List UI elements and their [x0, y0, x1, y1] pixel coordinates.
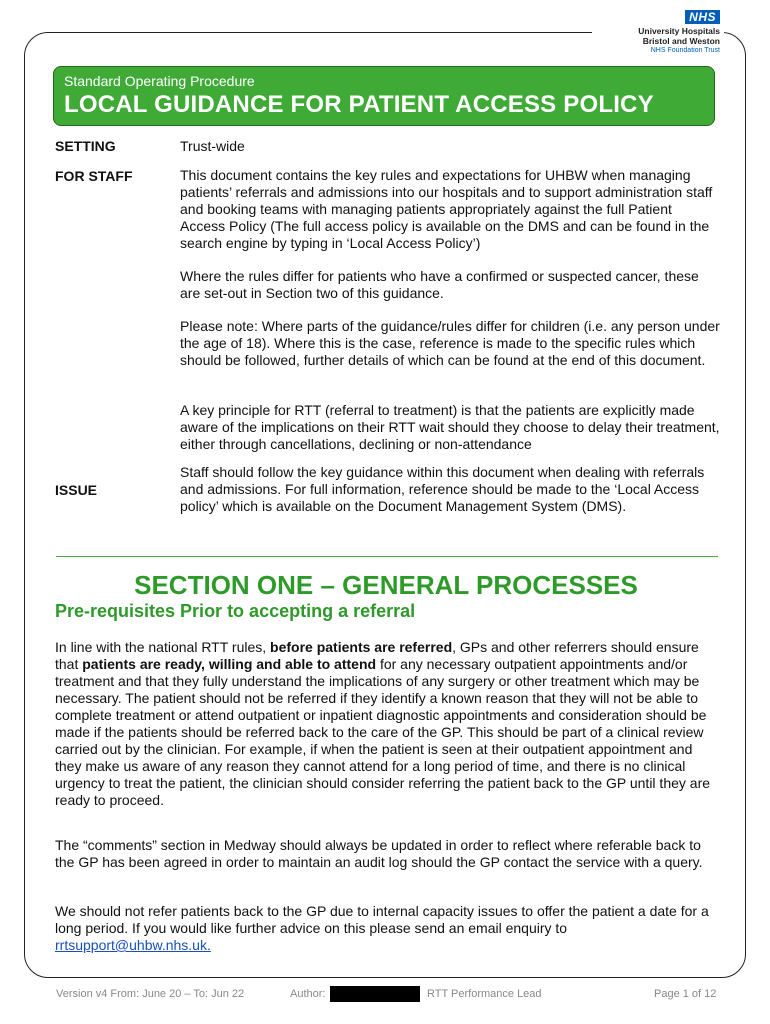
for-staff-text-2: [180, 268, 720, 302]
support-email-link[interactable]: rrtsupport@uhbw.nhs.uk.: [55, 937, 211, 953]
setting-value: Trust-wide: [180, 138, 245, 154]
bold-text: before patients are referred: [270, 639, 453, 655]
footer-author-label: Author:: [290, 988, 326, 1000]
trust-logo: [610, 8, 720, 55]
setting-label: SETTING: [55, 138, 116, 154]
banner-subtitle: Standard Operating Procedure: [64, 73, 255, 89]
text-run: , GPs and other referrers should ensure that: [55, 639, 699, 672]
document-title: LOCAL GUIDANCE FOR PATIENT ACCESS POLICY: [64, 91, 654, 118]
logo-line-1: University Hospitals: [638, 26, 720, 36]
for-staff-text-4: [180, 402, 720, 453]
footer-page-number: Page 1 of 12: [654, 988, 717, 1000]
footer-version: Version v4 From: June 20 – To: Jun 22: [56, 988, 245, 1000]
section-divider: [56, 556, 718, 557]
section-paragraph-2: The “comments” section in Medway should always be updated in order to reflect where referable back to the GP has been agreed in order to maintain an audit log should the GP contact the service with a query.: [55, 837, 703, 870]
for-staff-paragraph: A key principle for RTT (referral to treatment) is that the patients are explicitly made aware of the implications on their RTT wait should they choose to delay their treatment, either through cancellations, declining or non-attendance: [180, 402, 720, 452]
bold-text: patients are ready, willing and able to attend: [82, 656, 377, 672]
section-subtitle: Pre-requisites Prior to accepting a referral: [55, 601, 416, 621]
for-staff-paragraph: This document contains the key rules and expectations for UHBW when managing patients’ referrals and admissions into our hospitals and to support administration staff and booking teams with managing patients appropriately against the full Patient Access Policy (The full access policy is available on the DMS and can be found in the search engine by typing in ‘Local Access Policy’): [180, 167, 713, 251]
redacted-author: [330, 986, 420, 1002]
issue-text: Staff should follow the key guidance within this document when dealing with referrals and admissions. For full information, reference should be made to the ‘Local Access policy’ which is available on the Document Management System (DMS).: [180, 464, 705, 514]
nhs-logo: NHS: [685, 10, 720, 24]
section-title: SECTION ONE – GENERAL PROCESSES: [134, 570, 638, 600]
for-staff-paragraph: Where the rules differ for patients who have a confirmed or suspected cancer, these are set-out in Section two of this guidance.: [180, 268, 699, 301]
section-paragraph-1: [55, 639, 720, 809]
for-staff-paragraph: Please note: Where parts of the guidance/rules differ for children (i.e. any person under the age of 18). Where this is the case, reference is made to the specific rules which should be followed, further details of which can be found at the end of this document.: [180, 318, 720, 368]
section-paragraph-3: [55, 903, 720, 954]
footer-role: RTT Performance Lead: [427, 988, 542, 1000]
for-staff-label: FOR STAFF: [55, 168, 133, 184]
text-run: for any necessary outpatient appointments and/or treatment and that they fully understand the implications of any surgery or other treatment which may be necessary. The patient should not be referred if they identify a known reason that they will not be able to complete treatment or attend outpatient or inpatient diagnostic appointments and consideration should be made if the patients should be referred back to the care of the GP. This should be part of a clinical review carried out by the clinician. For example, if when the patient is seen at their outpatient appointment and they make us aware of any reason they cannot attend for a long period of time, and there is no clinical urgency to treat the patient, the clinician should consider referring the patient back to the GP until they are ready to proceed.: [55, 656, 711, 808]
for-staff-text-3: [180, 318, 720, 369]
logo-line-2: Bristol and Weston: [642, 36, 720, 46]
logo-line-3: NHS Foundation Trust: [650, 47, 720, 54]
title-banner: [53, 66, 715, 126]
issue-label: ISSUE: [55, 482, 98, 498]
for-staff-text: [180, 167, 720, 252]
text-run: In line with the national RTT rules,: [55, 639, 271, 655]
text-run: We should not refer patients back to the GP due to internal capacity issues to offer the patient a date for a long period. If you would like further advice on this please send an email enquiry to: [55, 903, 709, 936]
